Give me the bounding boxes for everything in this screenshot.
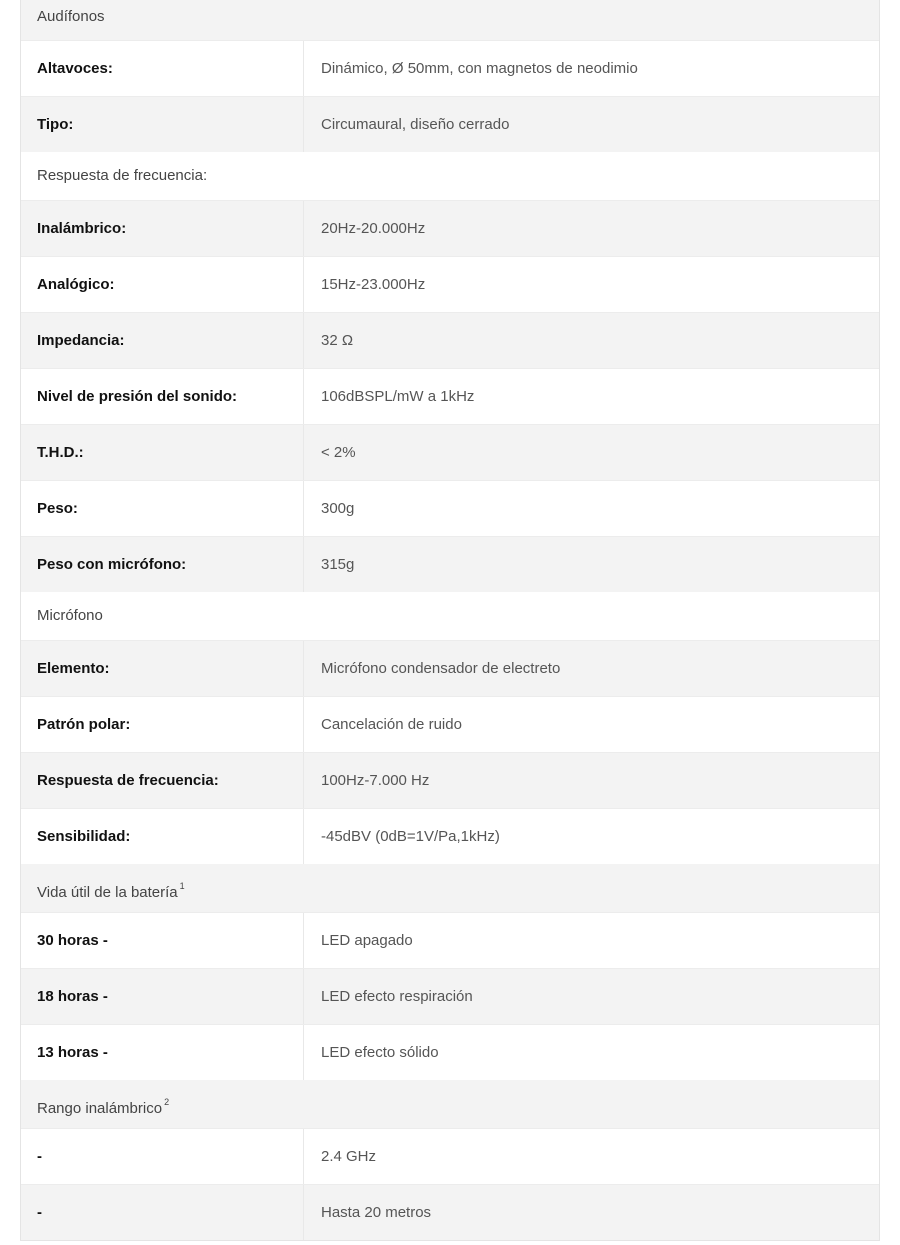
spec-value: Circumaural, diseño cerrado (321, 116, 510, 133)
spec-row (21, 808, 879, 864)
section-header-microfono (21, 592, 879, 640)
spec-label: 13 horas - (21, 1025, 304, 1080)
spec-value: LED efecto respiración (321, 988, 473, 1005)
spec-value: 100Hz-7.000 Hz (321, 772, 430, 789)
spec-row (21, 40, 879, 96)
spec-label: Tipo: (21, 97, 304, 152)
section-header-bateria (21, 864, 879, 912)
spec-row (21, 480, 879, 536)
spec-row (21, 968, 879, 1024)
spec-row (21, 752, 879, 808)
spec-row (21, 96, 879, 152)
spec-row (21, 200, 879, 256)
spec-label: Sensibilidad: (21, 809, 304, 864)
spec-row (21, 312, 879, 368)
spec-row (21, 368, 879, 424)
spec-row (21, 912, 879, 968)
spec-value: Cancelación de ruido (321, 716, 462, 733)
spec-label: Altavoces: (21, 41, 304, 96)
spec-value: 300g (321, 500, 355, 517)
section-header-respuesta (21, 152, 879, 200)
spec-value: 15Hz-23.000Hz (321, 276, 426, 293)
spec-value: 2.4 GHz (321, 1148, 377, 1165)
spec-label: Elemento: (21, 641, 304, 696)
spec-value: < 2% (321, 444, 356, 461)
spec-value: Micrófono condensador de electreto (321, 660, 561, 677)
section-title: Micrófono (37, 607, 103, 624)
spec-table (20, 0, 880, 1241)
spec-row (21, 1128, 879, 1184)
section-title: Audífonos (37, 8, 105, 25)
spec-row (21, 536, 879, 592)
spec-value: Hasta 20 metros (321, 1204, 432, 1221)
spec-value: LED apagado (321, 932, 413, 949)
spec-label: Impedancia: (21, 313, 304, 368)
spec-label: - (21, 1185, 304, 1240)
spec-row (21, 696, 879, 752)
spec-row (21, 424, 879, 480)
footnote-marker: 2 (164, 1097, 170, 1107)
spec-row (21, 1184, 879, 1240)
spec-value: 20Hz-20.000Hz (321, 220, 426, 237)
spec-label: 30 horas - (21, 913, 304, 968)
spec-label: Peso con micrófono: (21, 537, 304, 592)
spec-label: Nivel de presión del sonido: (21, 369, 304, 424)
spec-label: T.H.D.: (21, 425, 304, 480)
section-title: Vida útil de la batería (37, 884, 178, 901)
spec-label: Peso: (21, 481, 304, 536)
spec-value: 32 Ω (321, 332, 354, 349)
spec-value: LED efecto sólido (321, 1044, 439, 1061)
spec-value: -45dBV (0dB=1V/Pa,1kHz) (321, 828, 500, 845)
spec-row (21, 1024, 879, 1080)
spec-label: Inalámbrico: (21, 201, 304, 256)
section-title: Rango inalámbrico (37, 1100, 163, 1117)
spec-label: - (21, 1129, 304, 1184)
spec-label: 18 horas - (21, 969, 304, 1024)
spec-value: 315g (321, 556, 355, 573)
spec-label: Analógico: (21, 257, 304, 312)
spec-label: Respuesta de frecuencia: (21, 753, 304, 808)
spec-label: Patrón polar: (21, 697, 304, 752)
footnote-marker: 1 (179, 881, 185, 891)
spec-row (21, 640, 879, 696)
spec-row (21, 256, 879, 312)
section-header-rango (21, 1080, 879, 1128)
spec-value: 106dBSPL/mW a 1kHz (321, 388, 475, 405)
spec-value: Dinámico, Ø 50mm, con magnetos de neodimio (321, 60, 638, 77)
section-header-audifonos (21, 0, 879, 40)
section-title: Respuesta de frecuencia: (37, 167, 208, 184)
